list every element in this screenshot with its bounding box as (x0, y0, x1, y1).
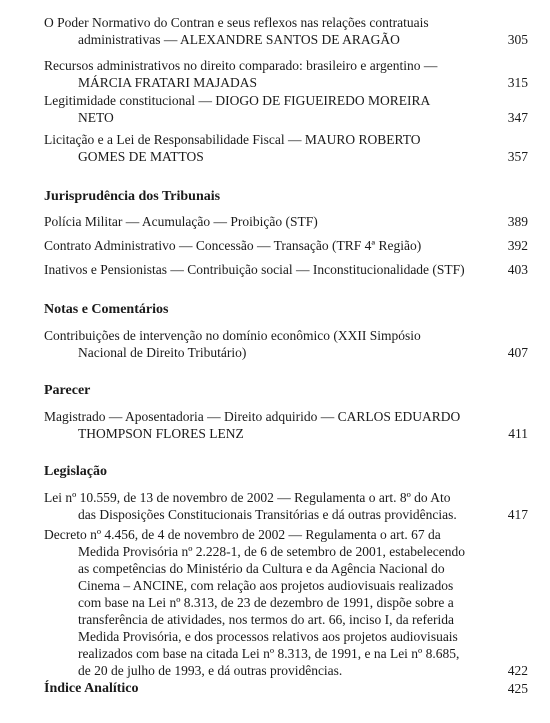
page-number: 403 (507, 262, 528, 277)
toc-entry-policia-militar (44, 213, 528, 230)
page-number: 411 (508, 426, 528, 441)
entry-line: Medida Provisória nº 2.228-1, de 6 de setembro de 2001, estabelecendo (78, 544, 465, 559)
entry-line: Legitimidade constitucional — DIOGO DE FIGUEIREDO MOREIRA (44, 93, 431, 108)
entry-line: Medida Provisória, e dos processos relativos aos projetos audiovisuais (78, 629, 458, 644)
entry-line: Recursos administrativos no direito comparado: brasileiro e argentino — (44, 58, 438, 73)
entry-line: GOMES DE MATTOS (78, 149, 204, 164)
page-number: 425 (507, 681, 528, 696)
entry-line: Decreto nº 4.456, de 4 de novembro de 2002 — Regulamenta o art. 67 da (44, 527, 441, 542)
entry-line: Cinema – ANCINE, com relação aos projetos audiovisuais realizados (78, 578, 454, 593)
entry-line: Contribuições de intervenção no domínio econômico (XXII Simpósio (44, 328, 421, 343)
toc-entry-decreto-4456 (44, 526, 528, 679)
entry-line: Lei nº 10.559, de 13 de novembro de 2002 — Regulamenta o art. 8º do Ato (44, 490, 451, 505)
entry-line: administrativas — ALEXANDRE SANTOS DE ARAGÃO (78, 32, 400, 47)
entry-line: as competências do Ministério da Cultura e da Agência Nacional do (78, 561, 445, 576)
page-number: 422 (507, 663, 528, 678)
toc-entry-legitimidade-constitucional (44, 92, 528, 126)
entry-line: transferência de atividades, nos termos do art. 66, inciso I, da referida (78, 612, 454, 627)
toc-entry-inativos-pensionistas (44, 261, 528, 278)
page-number: 357 (507, 149, 528, 164)
entry-line: com base na Lei nº 8.313, de 23 de dezembro de 1991, dispõe sobre a (78, 595, 454, 610)
toc-entry-lei-10559 (44, 489, 528, 523)
section-heading-indice-analitico: Índice Analítico (44, 681, 139, 696)
entry-line: Nacional de Direito Tributário) (78, 345, 247, 360)
entry-line: Polícia Militar — Acumulação — Proibição (STF) (44, 214, 318, 229)
page-number: 347 (507, 110, 528, 125)
entry-line: realizados com base na citada Lei nº 8.313, de 1991, e na Lei nº 8.685, (78, 646, 460, 661)
page-number: 389 (507, 214, 528, 229)
toc-entry-contrato-administrativo (44, 237, 528, 254)
section-heading-parecer: Parecer (44, 383, 91, 398)
page-number: 315 (507, 75, 528, 90)
entry-line: Licitação e a Lei de Responsabilidade Fiscal — MAURO ROBERTO (44, 132, 421, 147)
toc-entry-magistrado (44, 408, 528, 442)
page-number: 417 (507, 507, 528, 522)
entry-line: O Poder Normativo do Contran e seus reflexos nas relações contratuais (44, 15, 429, 30)
section-heading-notas-comentarios: Notas e Comentários (44, 302, 169, 317)
page-number: 392 (507, 238, 528, 253)
entry-line: das Disposições Constitucionais Transitórias e dá outras providências. (78, 507, 457, 522)
toc-entry-indice-analitico (44, 680, 528, 697)
toc-entry-contribuicoes-intervencao (44, 327, 528, 361)
toc-entry-recursos-administrativos (44, 57, 528, 91)
section-heading-jurisprudencia: Jurisprudência dos Tribunais (44, 189, 221, 204)
entry-line: MÁRCIA FRATARI MAJADAS (78, 75, 257, 90)
entry-line: Contrato Administrativo — Concessão — Transação (TRF 4ª Região) (44, 238, 422, 253)
page-number: 305 (507, 32, 528, 47)
entry-line: de 20 de julho de 1993, e dá outras providências. (78, 663, 343, 678)
entry-line: Magistrado — Aposentadoria — Direito adquirido — CARLOS EDUARDO (44, 409, 461, 424)
section-heading-legislacao: Legislação (44, 464, 107, 479)
entry-line: Inativos e Pensionistas — Contribuição social — Inconstitucionalidade (STF) (44, 262, 465, 277)
entry-line: THOMPSON FLORES LENZ (78, 426, 244, 441)
toc-entry-licitacao (44, 131, 528, 165)
entry-line: NETO (78, 110, 114, 125)
toc-entry-poder-normativo (44, 14, 528, 48)
page-number: 407 (507, 345, 528, 360)
